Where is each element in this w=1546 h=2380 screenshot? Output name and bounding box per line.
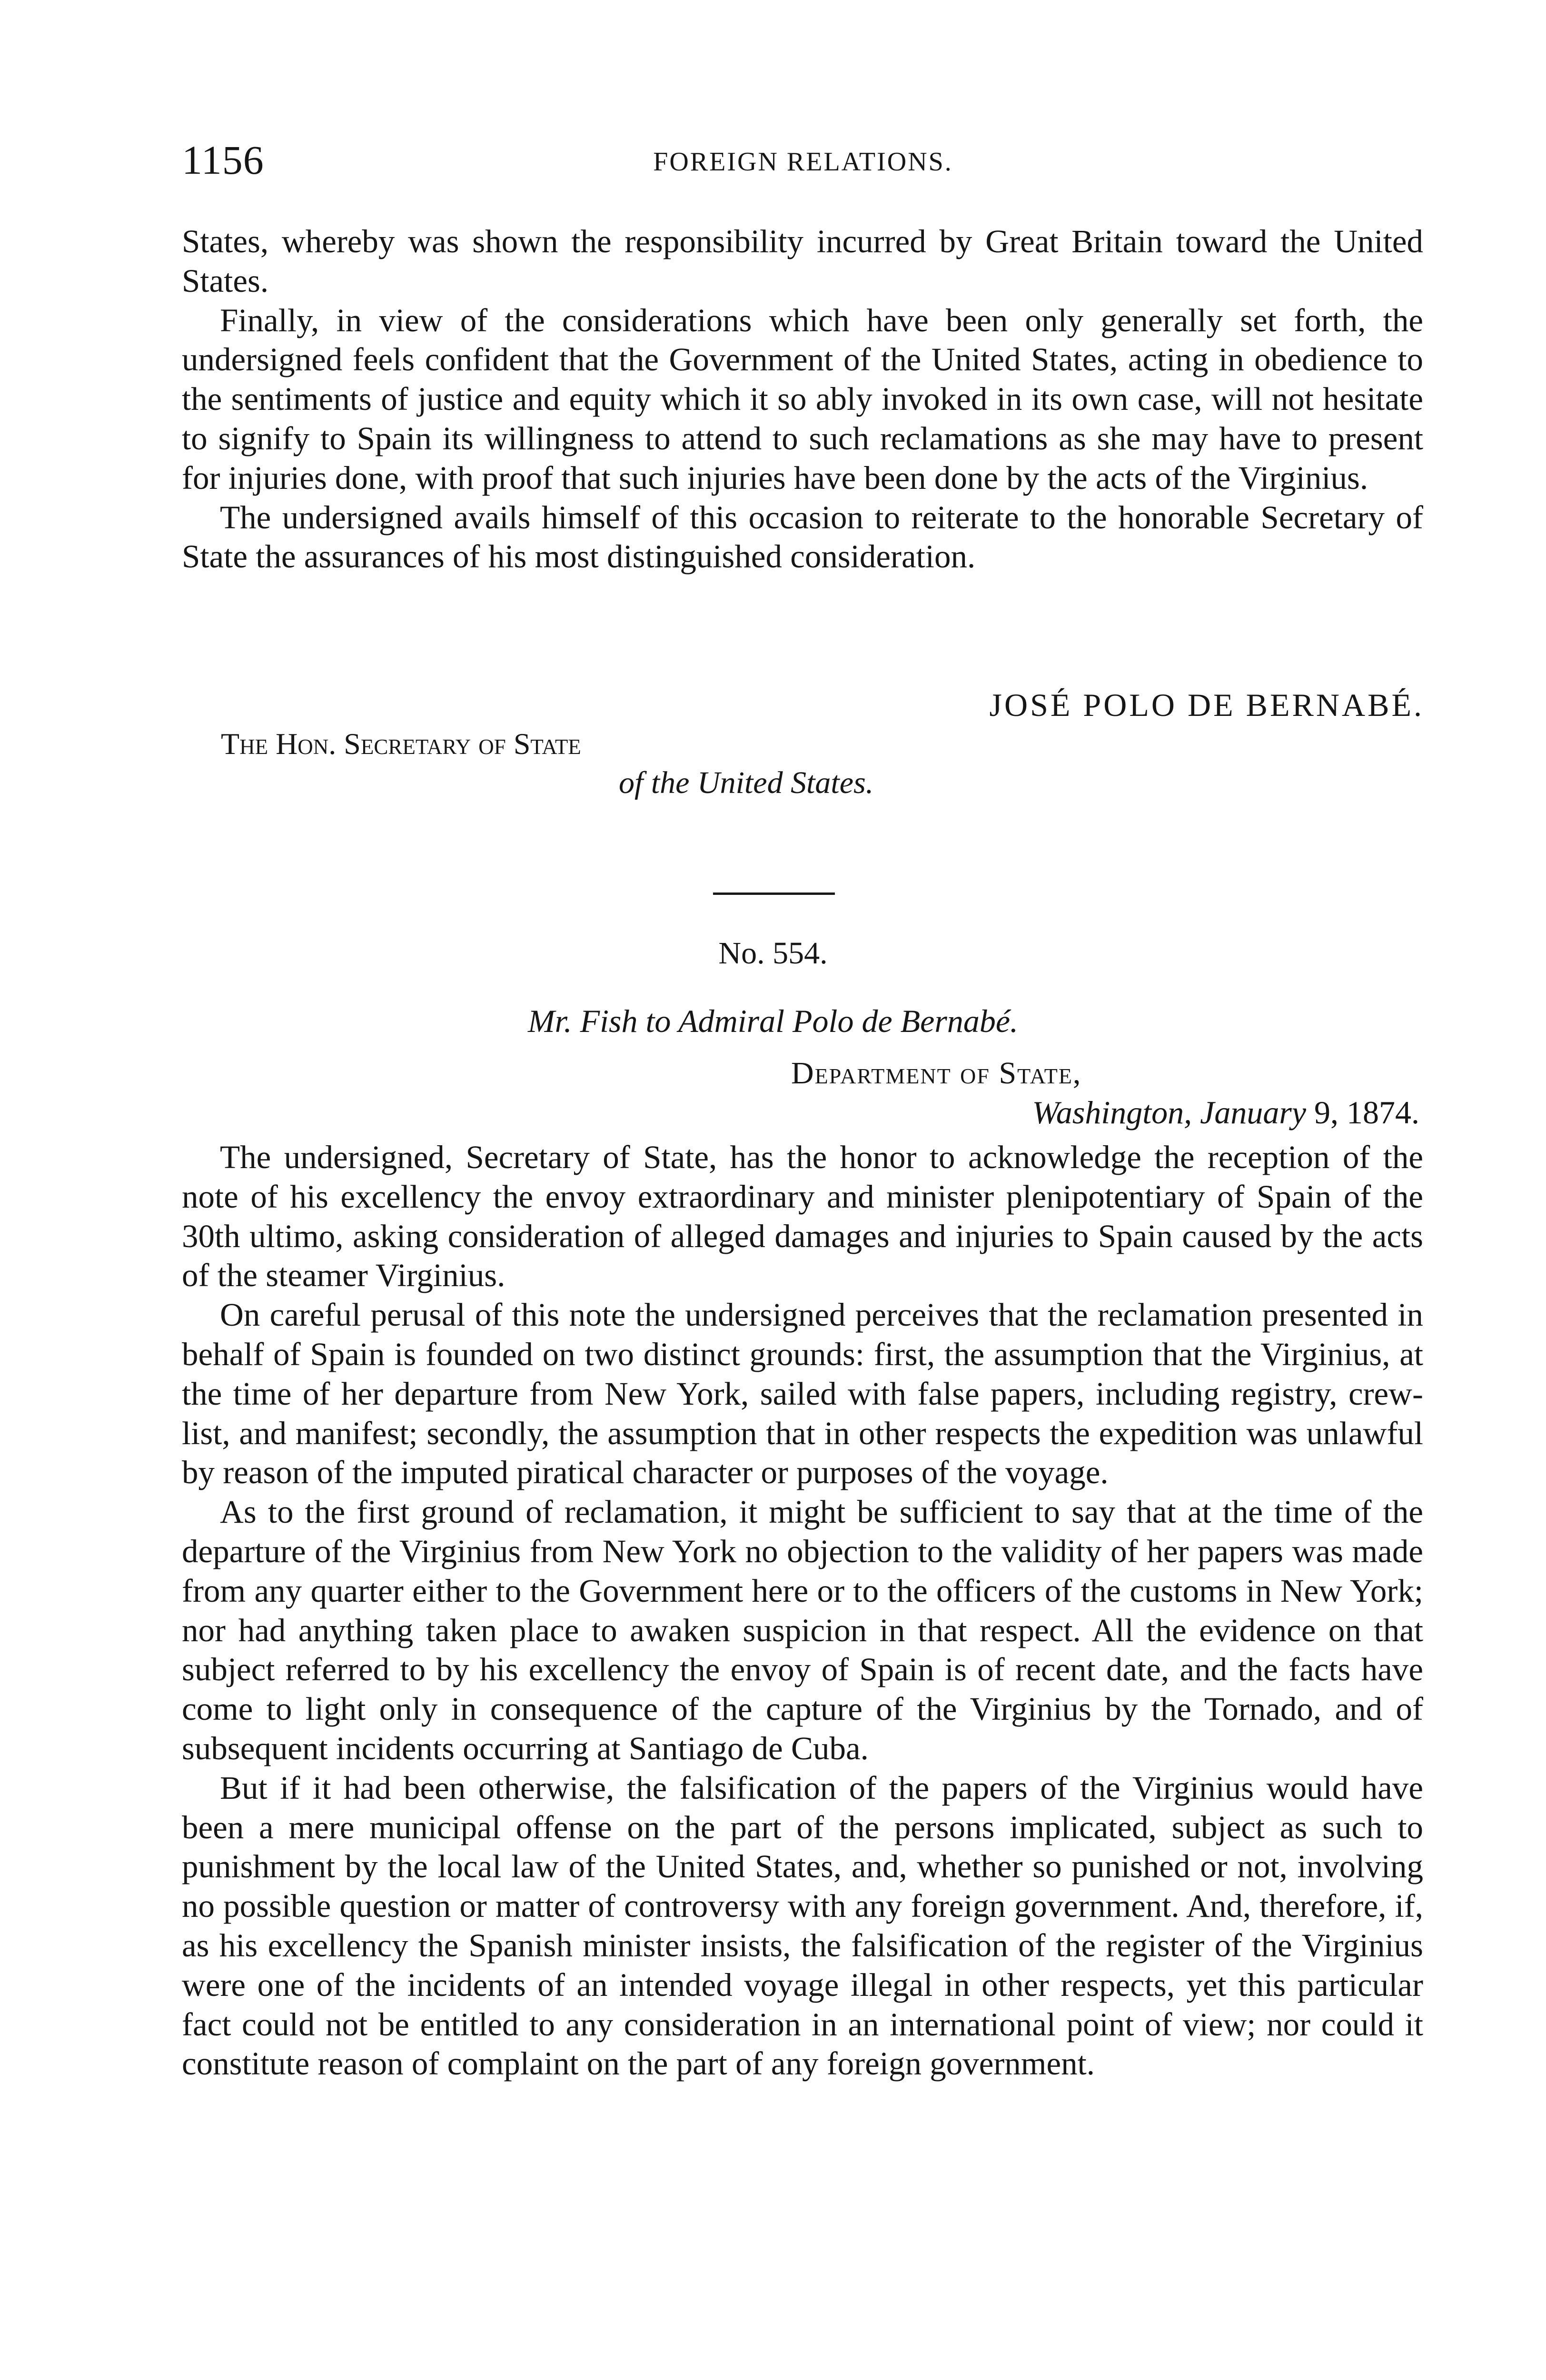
page-number: 1156 (182, 137, 264, 183)
paragraph: As to the first ground of reclamation, it might be sufficient to say that at the time of the departure of the Virginius from New York no objection to the validity of her papers was made from any quarter either to the Government here or to the officers of the customs in New York; nor had anything taken place to awaken suspicion in that respect. All the evidence on that subject referred to by his excellency the envoy of Spain is of recent date, and the facts have come to light only in consequence of the capture of the Virginius by the Tornado, and of subsequent incidents occurring at Santiago de Cuba. (182, 1494, 1423, 1766)
document-number: No. 554. (718, 936, 828, 971)
signature: JOSÉ POLO DE BERNABÉ. (989, 687, 1424, 723)
addressee-country: of the United States. (619, 765, 874, 800)
addressee-line (221, 724, 581, 764)
paragraph: Finally, in view of the considerations which have been only generally set forth, the undersigned feels confident that the Government of the United States, acting in obedience to the sentiments of justice and equity which it so ably invoked in its own case, will not hesitate to signify to Spain its willingness to attend to such reclamations as she may have to present for injuries done, with proof that such injuries have been done by the acts of the Virginius. (182, 302, 1423, 496)
dateline-day-year: 9, 1874. (1314, 1094, 1419, 1130)
addressee-title: The Hon. Secretary of State (221, 727, 581, 761)
paragraph: But if it had been otherwise, the falsification of the papers of the Virginius would have been a mere municipal offense on the part of the persons implicated, subject as such to punishment by the local law of the United States, and, whether so punished or not, involving no possible question or matter of controversy with any foreign government. And, therefore, if, as his excellency the Spanish minister insists, the falsification of the register of the Virginius were one of the incidents of an intended voyage illegal in other respects, yet this particular fact could not be entitled to any consideration in an international point of view; nor could it constitute reason of complaint on the part of any foreign government. (182, 1769, 1423, 2082)
department-heading: Department of State, (791, 1056, 1082, 1091)
letter-body (182, 1138, 1423, 2083)
document-title: Mr. Fish to Admiral Polo de Bernabé. (528, 1003, 1018, 1039)
page-header (182, 136, 1424, 188)
paragraph: The undersigned avails himself of this occasion to reiterate to the honorable Secretary of State the assurances of his most distinguished consideration. (182, 499, 1423, 575)
dateline-month: January (1200, 1094, 1306, 1130)
paragraph: The undersigned, Secretary of State, has the honor to acknowledge the reception of the note of his excellency the envoy extraordinary and minister plenipotentiary of Spain of the 30th ultimo, asking consideration of alleged damages and injuries to Spain caused by the acts of the steamer Virginius. (182, 1139, 1423, 1294)
running-head: FOREIGN RELATIONS. (653, 147, 953, 177)
dateline (1032, 1093, 1419, 1132)
section-divider (713, 892, 835, 895)
letter-body-continued (182, 222, 1423, 576)
dateline-place: Washington, (1032, 1094, 1192, 1130)
paragraph: On careful perusal of this note the undersigned perceives that the reclamation presented in behalf of Spain is founded on two distinct grounds: first, the assumption that the Virginius, at the time of her departure from New York, sailed with false papers, including registry, crew-list, and manifest; secondly, the assumption that in other respects the expedition was unlawful by reason of the imputed piratical character or purposes of the voyage. (182, 1297, 1423, 1491)
paragraph: States, whereby was shown the responsibility incurred by Great Britain toward the United States. (182, 223, 1423, 299)
